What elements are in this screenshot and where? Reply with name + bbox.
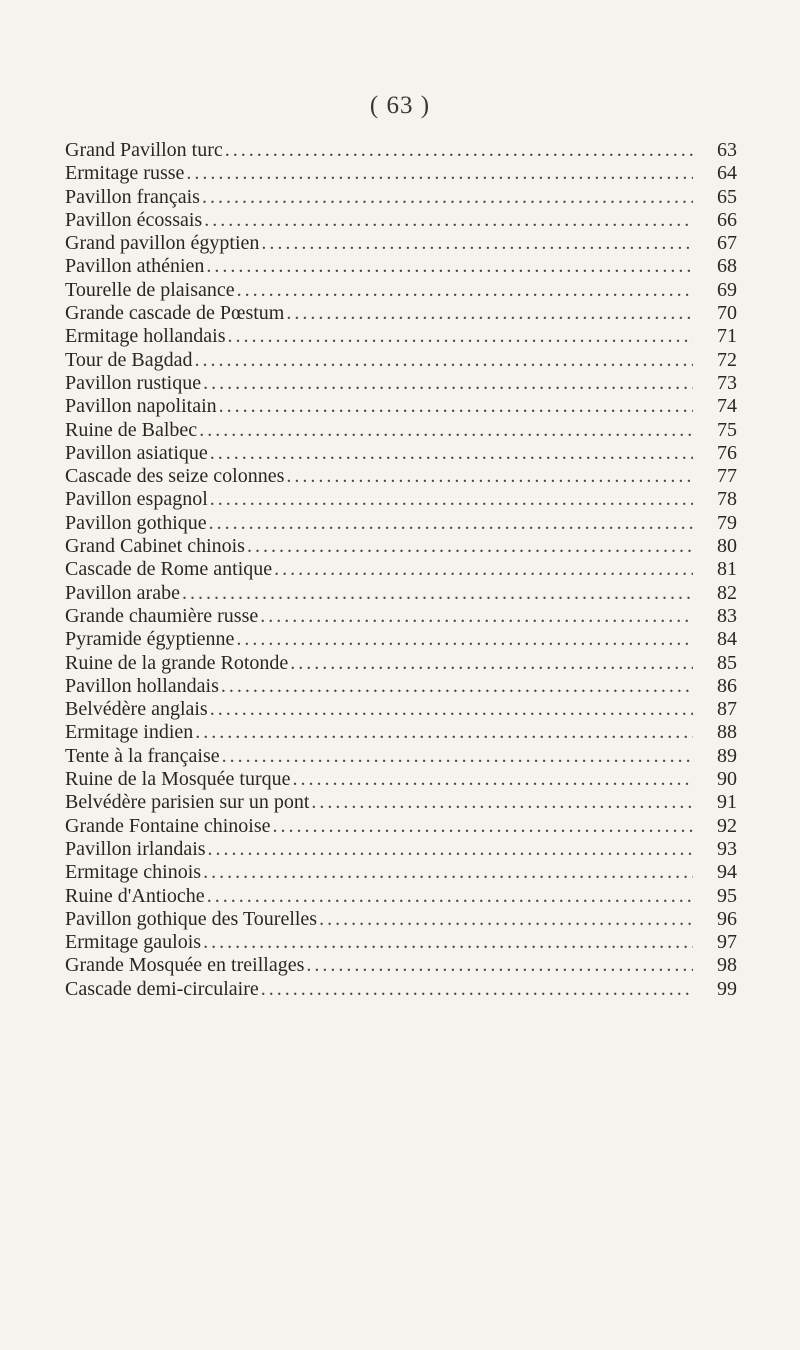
toc-entry-page: 88	[717, 721, 737, 744]
toc-entry-page: 86	[717, 674, 737, 697]
toc-entry-page: 72	[717, 348, 737, 371]
toc-entry-page: 89	[717, 744, 737, 767]
toc-entry-page: 92	[717, 814, 737, 837]
toc-entry-title: Ermitage russe	[65, 162, 185, 185]
toc-entry-title: Ruine d'Antioche	[65, 884, 205, 907]
toc-entry	[65, 582, 737, 605]
dot-leader	[286, 465, 693, 488]
toc-entry-title: Pavillon irlandais	[65, 837, 206, 860]
dot-leader	[219, 395, 693, 418]
toc-entry-title: Pavillon gothique des Tourelles	[65, 907, 318, 930]
toc-entry-title: Pavillon arabe	[65, 581, 180, 604]
dot-leader	[247, 535, 693, 558]
toc-entry-title: Ermitage chinois	[65, 861, 202, 884]
toc-entry-title: Ruine de Balbec	[65, 418, 198, 441]
toc-entry	[65, 698, 737, 721]
toc-entry	[65, 675, 737, 698]
toc-entry	[65, 512, 737, 535]
toc-entry	[65, 255, 737, 278]
toc-entry	[65, 908, 737, 931]
dot-leader	[206, 255, 693, 278]
toc-entry	[65, 954, 737, 977]
dot-leader	[319, 908, 693, 931]
toc-entry-page: 66	[717, 208, 737, 231]
toc-entry-title: Pavillon athénien	[65, 255, 205, 278]
toc-entry	[65, 302, 737, 325]
toc-entry-page: 73	[717, 371, 737, 394]
toc-entry-title: Tourelle de plaisance	[65, 278, 235, 301]
toc-entry	[65, 209, 737, 232]
toc-entry-title: Pavillon écossais	[65, 208, 203, 231]
toc-entry-title: Grande cascade de Pœstum	[65, 302, 285, 325]
toc-entry-title: Grande Fontaine chinoise	[65, 814, 271, 837]
dot-leader	[208, 838, 693, 861]
dot-leader	[186, 162, 693, 185]
dot-leader	[204, 209, 693, 232]
toc-entry	[65, 488, 737, 511]
toc-entry-page: 81	[717, 558, 737, 581]
toc-entry	[65, 465, 737, 488]
dot-leader	[202, 186, 693, 209]
toc-entry-title: Belvédère anglais	[65, 698, 208, 721]
toc-entry-title: Grand Pavillon turc	[65, 139, 223, 161]
toc-entry	[65, 442, 737, 465]
dot-leader	[182, 582, 693, 605]
toc-entry-page: 65	[717, 185, 737, 208]
toc-entry-title: Ermitage hollandais	[65, 325, 226, 348]
dot-leader	[273, 815, 694, 838]
dot-leader	[195, 721, 693, 744]
dot-leader	[228, 325, 693, 348]
toc-entry	[65, 838, 737, 861]
toc-entry	[65, 372, 737, 395]
toc-entry-title: Pavillon gothique	[65, 511, 207, 534]
toc-entry-title: Cascade de Rome antique	[65, 558, 273, 581]
dot-leader	[209, 512, 693, 535]
dot-leader	[207, 885, 693, 908]
toc-entry-page: 97	[717, 931, 737, 954]
toc-entry	[65, 791, 737, 814]
toc-entry	[65, 325, 737, 348]
toc-entry-title: Ruine de la Mosquée turque	[65, 768, 291, 791]
toc-entry-title: Cascade demi-circulaire	[65, 977, 259, 1000]
dot-leader	[290, 652, 693, 675]
toc-entry-page: 79	[717, 511, 737, 534]
toc-entry	[65, 768, 737, 791]
toc-entry	[65, 279, 737, 302]
toc-entry	[65, 885, 737, 908]
toc-entry-page: 71	[717, 325, 737, 348]
toc-entry-title: Belvédère parisien sur un pont	[65, 791, 310, 814]
toc-entry-title: Ermitage gaulois	[65, 931, 202, 954]
toc-entry	[65, 186, 737, 209]
toc-entry-page: 85	[717, 651, 737, 674]
toc-entry-title: Pavillon espagnol	[65, 488, 208, 511]
toc-entry-title: Cascade des seize colonnes	[65, 465, 285, 488]
toc-entry-page: 95	[717, 884, 737, 907]
toc-entry-page: 83	[717, 604, 737, 627]
toc-entry-title: Grande Mosquée en treillages	[65, 954, 305, 977]
toc-entry-page: 82	[717, 581, 737, 604]
toc-entry	[65, 419, 737, 442]
dot-leader	[203, 861, 693, 884]
dot-leader	[274, 558, 693, 581]
toc-entry-page: 84	[717, 628, 737, 651]
dot-leader	[237, 279, 693, 302]
dot-leader	[293, 768, 694, 791]
toc-entry-title: Tour de Bagdad	[65, 348, 193, 371]
toc-entry	[65, 745, 737, 768]
toc-entry-title: Ruine de la grande Rotonde	[65, 651, 289, 674]
toc-entry-page: 78	[717, 488, 737, 511]
toc-entry-page: 87	[717, 698, 737, 721]
toc-entry-page: 75	[717, 418, 737, 441]
toc-entry-title: Ermitage indien	[65, 721, 194, 744]
toc-entry-page: 77	[717, 465, 737, 488]
dot-leader	[311, 791, 693, 814]
toc-entry	[65, 162, 737, 185]
dot-leader	[194, 349, 693, 372]
toc-entry-page: 63	[717, 139, 737, 161]
toc-entry-page: 93	[717, 837, 737, 860]
dot-leader	[210, 442, 693, 465]
toc-entry-title: Pavillon asiatique	[65, 441, 208, 464]
dot-leader	[261, 978, 693, 1001]
toc-entry-page: 96	[717, 907, 737, 930]
toc-entry-title: Pavillon français	[65, 185, 200, 208]
dot-leader	[221, 675, 693, 698]
toc-entry	[65, 395, 737, 418]
toc-entry	[65, 558, 737, 581]
table-of-contents	[65, 139, 737, 1001]
toc-entry	[65, 652, 737, 675]
toc-entry-page: 94	[717, 861, 737, 884]
toc-entry	[65, 535, 737, 558]
page-number: ( 63 )	[369, 92, 431, 119]
toc-entry-title: Pyramide égyptienne	[65, 628, 235, 651]
dot-leader	[286, 302, 693, 325]
toc-entry	[65, 861, 737, 884]
dot-leader	[260, 605, 693, 628]
toc-entry-title: Tente à la française	[65, 744, 220, 767]
dot-leader	[222, 745, 693, 768]
toc-entry	[65, 815, 737, 838]
toc-entry	[65, 349, 737, 372]
dot-leader	[203, 372, 693, 395]
toc-entry-page: 76	[717, 441, 737, 464]
toc-entry	[65, 232, 737, 255]
toc-entry-page: 69	[717, 278, 737, 301]
toc-entry-page: 74	[717, 395, 737, 418]
toc-entry	[65, 139, 737, 162]
dot-leader	[199, 419, 693, 442]
toc-entry-page: 90	[717, 768, 737, 791]
toc-entry-page: 64	[717, 162, 737, 185]
toc-entry-title: Grand Cabinet chinois	[65, 535, 245, 558]
toc-entry	[65, 628, 737, 651]
toc-entry	[65, 605, 737, 628]
toc-entry-page: 67	[717, 232, 737, 255]
dot-leader	[236, 628, 693, 651]
toc-entry	[65, 721, 737, 744]
toc-entry-page: 70	[717, 302, 737, 325]
toc-entry-page: 80	[717, 535, 737, 558]
toc-entry-title: Pavillon napolitain	[65, 395, 217, 418]
toc-entry-title: Grande chaumière russe	[65, 604, 259, 627]
toc-entry	[65, 931, 737, 954]
dot-leader	[261, 232, 693, 255]
dot-leader	[210, 488, 693, 511]
toc-entry-page: 98	[717, 954, 737, 977]
toc-entry-page: 91	[717, 791, 737, 814]
dot-leader	[306, 954, 693, 977]
toc-entry-page: 99	[717, 977, 737, 1000]
dot-leader	[203, 931, 693, 954]
toc-entry	[65, 978, 737, 1001]
toc-entry-page: 68	[717, 255, 737, 278]
toc-entry-title: Grand pavillon égyptien	[65, 232, 260, 255]
dot-leader	[210, 698, 693, 721]
toc-entry-title: Pavillon hollandais	[65, 674, 219, 697]
dot-leader	[225, 139, 693, 162]
toc-entry-title: Pavillon rustique	[65, 371, 202, 394]
